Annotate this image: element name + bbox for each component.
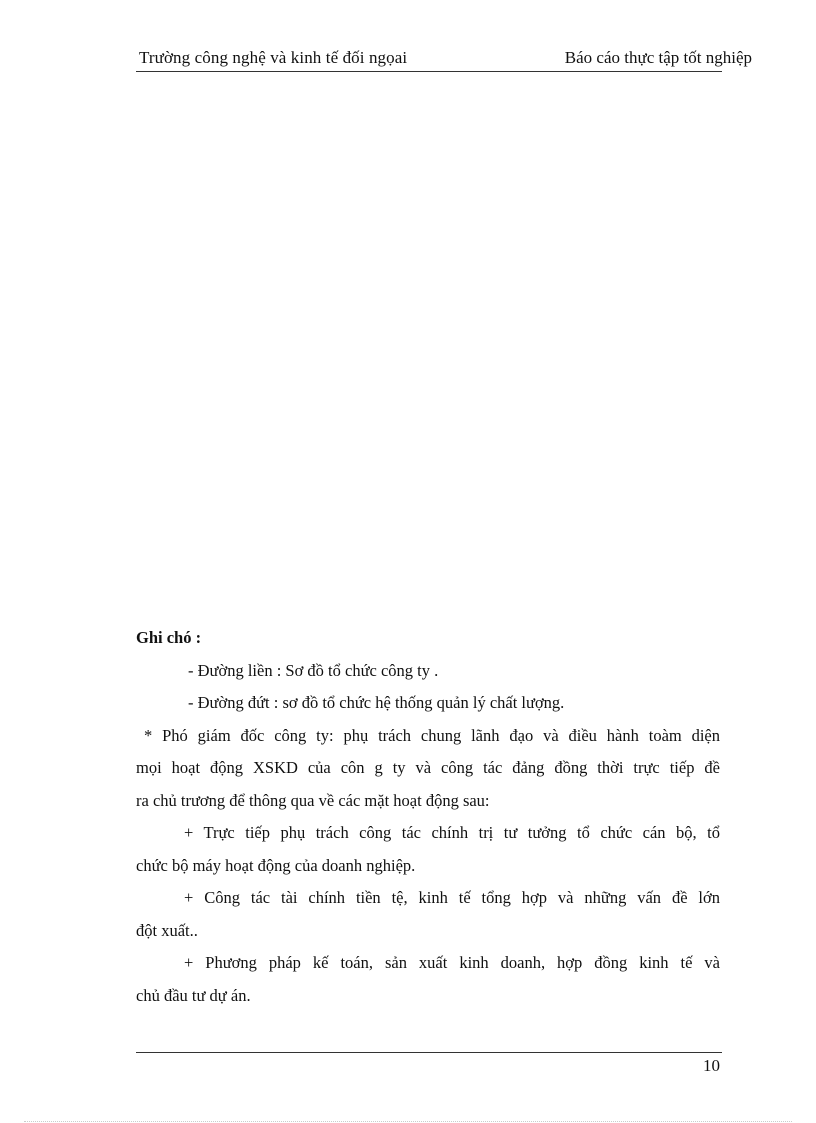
item-2-line-2: đột xuất.. xyxy=(136,920,198,940)
header-report-title: Báo cáo thực tập tốt nghiệp xyxy=(564,48,752,67)
item-2-line-1: + Công tác tài chính tiền tệ, kinh tế tổng hợp và những vấn đề lớn xyxy=(184,888,720,907)
item-3-line-2: chủ đầu tư dự án. xyxy=(136,985,251,1005)
item-1-line-2: chức bộ máy hoạt động của doanh nghiệp. xyxy=(136,855,416,875)
footer-rule xyxy=(136,1052,722,1053)
header-school-name: Trường công nghệ và kinh tế đối ngọai xyxy=(139,48,408,67)
vice-director-line-1: * Phó giám đốc công ty: phụ trách chung lãnh đạo và điều hành toàm diện xyxy=(144,725,720,745)
page-number: 10 xyxy=(703,1056,720,1075)
item-1-line-1: + Trực tiếp phụ trách công tác chính trị tư tưởng tổ chức cán bộ, tổ xyxy=(184,823,720,842)
notes-section xyxy=(136,622,720,1012)
notes-title: Ghi chó : xyxy=(136,628,202,647)
solid-line-note: - Đường liền : Sơ đồ tổ chức công ty . xyxy=(188,660,439,680)
dashed-line-note: - Đường đứt : sơ đồ tổ chức hệ thống quản lý chất lượng. xyxy=(188,693,565,712)
page-bottom-border xyxy=(24,1121,792,1122)
vice-director-line-2: mọi hoạt động XSKD của côn g ty và công tác đảng đồng thời trực tiếp đề xyxy=(136,758,720,777)
header-rule xyxy=(136,71,722,72)
item-3-line-1: + Phương pháp kế toán, sản xuất kinh doanh, hợp đồng kinh tế và xyxy=(184,953,720,972)
vice-director-line-3: ra chủ trương để thông qua về các mặt hoạt động sau: xyxy=(136,790,490,810)
